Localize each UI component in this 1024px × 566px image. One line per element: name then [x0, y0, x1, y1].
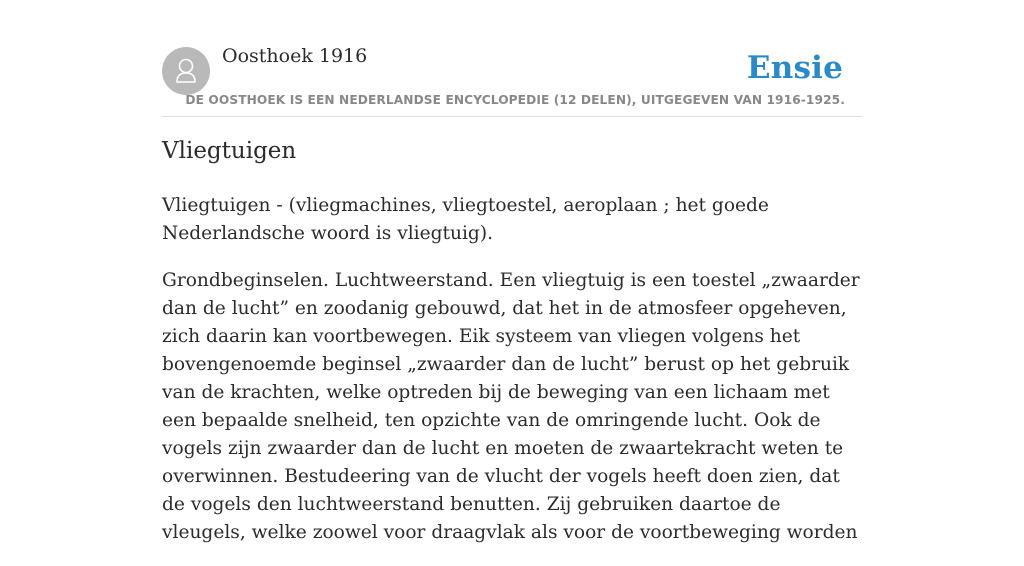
source-header	[162, 0, 862, 117]
article-page	[162, 0, 862, 543]
source-title-link[interactable]: Oosthoek 1916	[222, 45, 368, 67]
source-description: DE OOSTHOEK IS EEN NEDERLANDSE ENCYCLOPEDIE (12 DELEN), UITGEGEVEN VAN 1916-1925.	[185, 93, 845, 107]
ensie-logo-link[interactable]: Ensie	[746, 50, 843, 86]
article-paragraph: Grondbeginselen. Luchtweerstand. Een vliegtuig is een toestel „zwaarder dan de lucht” en zoodanig gebouwd, dat het in de atmosfeer opgeheven, zich daarin kan voortbewegen. Eik systeem van vliegen volgens het bovengenoemde beginsel „zwaarder dan de lucht” berust op het gebruik van de krachten, welke optreden bij de beweging van een lichaam met een bepaalde snelheid, ten opzichte van de omringende lucht. Ook de vogels zijn zwaarder dan de lucht en moeten de zwaartekracht weten te overwinnen. Bestudeering van de vlucht der vogels heeft doen zien, dat de vogels den luchtweerstand benutten. Zij gebruiken daartoe de vleugels, welke zoowel voor draagvlak als voor de voortbeweging worden	[162, 270, 860, 543]
user-icon	[162, 47, 210, 95]
avatar[interactable]	[162, 47, 210, 95]
article-body	[162, 192, 862, 566]
article-title: Vliegtuigen	[162, 138, 297, 164]
article-paragraph: Vliegtuigen - (vliegmachines, vliegtoestel, aeroplaan ; het goede Nederlandsche woord is vliegtuig).	[162, 195, 769, 244]
